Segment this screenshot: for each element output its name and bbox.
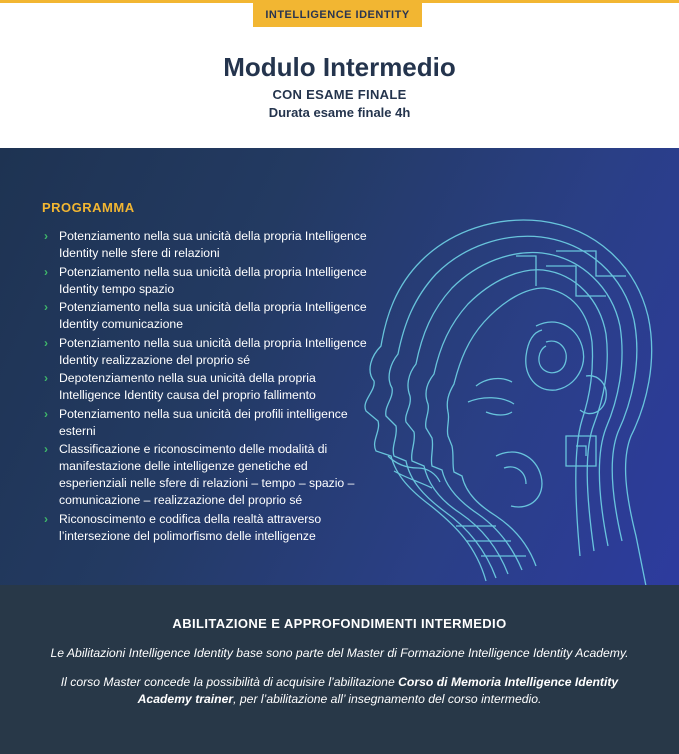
- chevron-right-icon: ›: [44, 442, 48, 456]
- list-item: › Potenziamento nella sua unicità della propria Intelligence Identity nelle sfere di relazioni: [44, 229, 367, 260]
- chevron-right-icon: ›: [44, 406, 48, 421]
- chevron-right-icon: ›: [44, 335, 48, 350]
- digital-head-illustration: [336, 206, 679, 585]
- programma-section: [0, 148, 679, 585]
- list-item: › Potenziamento nella sua unicità della propria Intelligence Identity tempo spazio: [44, 264, 367, 296]
- abilitazione-title: ABILITAZIONE E APPROFONDIMENTI INTERMEDIO: [172, 616, 507, 631]
- list-item: › Riconoscimento e codifica della realtà attraverso l’intersezione del polimorfismo delle intelligenze: [44, 511, 322, 543]
- trainer-course-name: Corso di Memoria Intelligence Identity Academy trainer: [137, 675, 619, 706]
- programma-title: PROGRAMMA: [42, 200, 135, 215]
- chevron-right-icon: ›: [44, 511, 48, 526]
- chevron-right-icon: ›: [44, 229, 48, 243]
- page-title: Modulo Intermedio: [223, 52, 456, 82]
- list-item: › Potenziamento nella sua unicità della propria Intelligence Identity realizzazione del proprio sé: [44, 335, 367, 367]
- programma-list: [44, 228, 374, 546]
- chevron-right-icon: ›: [44, 264, 48, 279]
- list-item: › Potenziamento nella sua unicità della propria Intelligence Identity comunicazione: [44, 300, 367, 331]
- exam-duration: Durata esame finale 4h: [268, 105, 411, 120]
- category-tag: INTELLIGENCE IDENTITY: [253, 3, 422, 27]
- list-item: › Potenziamento nella sua unicità dei profili intelligence esterni: [44, 406, 348, 438]
- chevron-right-icon: ›: [44, 371, 48, 385]
- list-item: › Depotenziamento nella sua unicità della propria Intelligence Identity causa del proprio fallimento: [44, 371, 316, 402]
- page-subtitle: CON ESAME FINALE: [272, 87, 407, 102]
- chevron-right-icon: ›: [44, 300, 48, 314]
- abilitazione-paragraph-1: Le Abilitazioni Intelligence Identity base sono parte del Master di Formazione Intelligence Identity Academy.: [50, 646, 629, 660]
- abilitazione-paragraph-2: Il corso Master concede la possibilità di acquisire l’abilitazione Corso di Memoria Intelligence Identity Academy trainer, per l’abilitazione all’ insegnamento del corso intermedio.: [60, 675, 619, 706]
- page-header: [0, 27, 679, 148]
- list-item: › Classificazione e riconoscimento delle modalità di manifestazione delle intelligenze genetiche ed esperienziali nelle sfere di relazioni – tempo – spazio – comunicazione – realizzazione del proprio sé: [44, 442, 355, 507]
- abilitazione-section: [0, 585, 679, 754]
